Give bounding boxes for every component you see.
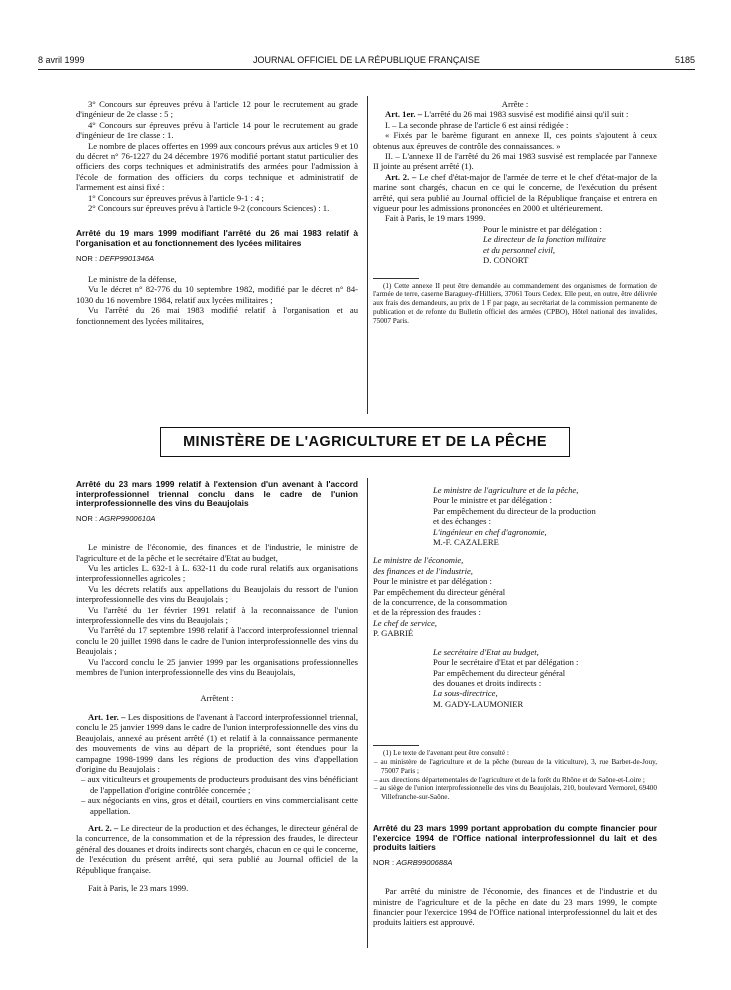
paragraph: Vu l'arrêté du 1er février 1991 relatif à la reconnaissance de l'union interprofessionnelle des vins du Beaujolais ; (76, 604, 358, 626)
right-bottom-column (373, 485, 657, 928)
signature-line: Le directeur de la fonction militaire (483, 234, 606, 245)
signature-line: La sous-directrice, (433, 688, 498, 699)
nor-reference: NOR : AGRP9900610A (76, 513, 156, 523)
footnote-item: – au ministère de l'agriculture et de la pêche (bureau de la viticulture), 3, rue Barbet-de-Jouy, 75007 Paris ; (374, 757, 657, 775)
signature-line: Pour le ministre et par délégation : (373, 576, 492, 587)
footnote-rule (373, 745, 419, 746)
paragraph: Par arrêté du ministre de l'économie, des finances et de l'industrie et du ministre de l'agriculture et de la pêche en date du 23 mars 1999, le compte financier pour l'exercice 1994 de l'Office national interprofessionnel du lait et des produits laitiers est approuvé. (373, 886, 657, 928)
header-date: 8 avril 1999 (38, 55, 85, 65)
left-top-column (76, 99, 358, 326)
arrete-heading: Arrête : (501, 99, 529, 109)
paragraph: Vu le décret n° 82-776 du 10 septembre 1982, modifié par le décret n° 84-1030 du 16 novembre 1984, relatif aux lycées militaires ; (76, 284, 358, 305)
signature-line: Par empêchement du directeur de la production (433, 505, 596, 516)
signature-line: de la concurrence, de la consommation (373, 597, 508, 608)
signature-line: et du personnel civil, (483, 244, 556, 255)
paragraph: Le ministre de l'économie, des finances et de l'industrie, le ministre de l'agriculture et de la pêche et le secrétaire d'Etat au budget, (76, 542, 358, 563)
paragraph: « Fixés par le barème figurant en annexe II, ces points s'ajoutent à ceux obtenus aux épreuves de contrôle des connaissances. » (373, 130, 657, 151)
signature-date: Fait à Paris, le 23 mars 1999. (88, 882, 189, 893)
paragraph: I. – La seconde phrase de l'article 6 est ainsi rédigée : (385, 119, 569, 130)
left-bottom-column (76, 480, 358, 893)
nor-reference: NOR : DEFP9901346A (76, 253, 155, 263)
signature-line: Pour le secrétaire d'Etat et par délégation : (433, 657, 579, 668)
signatory-name: D. CONORT (483, 255, 529, 266)
signature-date: Fait à Paris, le 19 mars 1999. (385, 213, 486, 224)
footnote-item: – aux directions départementales de l'agriculture et de la forêt du Rhône et de Saône-et-Loire ; (374, 775, 645, 784)
signature-line: et des échanges : (433, 516, 491, 527)
ministry-title: MINISTÈRE DE L'AGRICULTURE ET DE LA PÊCHE (183, 434, 547, 450)
article-2: Art. 2. – Le chef d'état-major de l'armée de terre et le chef d'état-major de la marine sont chargés, chacun en ce qui le concerne, de l'exécution du présent arrêté, qui sera publié au Journal officiel de la République française et entrera en vigueur pour les admissions prononcées en 2000 et ultérieurement. (373, 171, 657, 214)
paragraph: Le ministre de la défense, (88, 274, 177, 285)
signature-line: Par empêchement du directeur général (433, 667, 566, 678)
paragraph: Vu l'accord conclu le 25 janvier 1999 par les organisations professionnelles membres de l'union interprofessionnelle des vins du Beaujolais, (76, 656, 358, 678)
paragraph: Vu l'arrêté du 26 mai 1983 modifié relatif à l'organisation et au fonctionnement des lycées militaires, (76, 305, 358, 326)
decree-title: Arrêté du 23 mars 1999 relatif à l'extension d'un avenant à l'accord interprofessionnel triennal conclu dans le cadre de l'union interprofessionnelle des vins du Beaujolais (76, 479, 358, 509)
footnote: (1) Cette annexe II peut être demandée au commandement des organismes de formation de l'armée de terre, caserne Baraguey-d'Hilliers, 37061 Tours Cedex. Elle peut, en outre, être délivrée aux frais des demandeurs, au prix de 1 F par page, au secrétariat de la commission permanente de publication et de refonte du Bulletin officiel des armées (CPBO), Hôtel national des invalides, 75007 Paris. (373, 281, 657, 325)
paragraph: Vu l'arrêté du 17 septembre 1998 relatif à l'accord interprofessionnel triennal conclu le 20 juillet 1998 dans le cadre de l'union interprofessionnelle des vins du Beaujolais ; (76, 625, 358, 657)
signature-line: Par empêchement du directeur général (373, 586, 506, 597)
footnote-rule (373, 278, 419, 279)
arretent-heading: Arrêtent : (200, 693, 234, 704)
paragraph: Vu les articles L. 632-1 à L. 632-11 du code rural relatifs aux organisations interprofessionnelles agricoles ; (76, 563, 358, 584)
article-2: Art. 2. – Le directeur de la production et des échanges, le directeur général de la concurrence, de la consommation et de la répression des fraudes, le directeur général des douanes et droits indirects sont chargés, chacun en ce qui le concerne, de l'exécution du présent arrêté, qui sera publié au Journal officiel de la République française. (76, 822, 358, 875)
signature-line: des douanes et droits indirects : (433, 677, 542, 688)
paragraph: II. – L'annexe II de l'arrêté du 26 mai 1983 susvisé est remplacée par l'annexe II jointe au présent arrêté (1). (373, 151, 657, 172)
signature-line: Pour le ministre et par délégation : (483, 223, 602, 234)
article-1: Art. 1er. – L'arrêté du 26 mai 1983 susvisé est modifié ainsi qu'il suit : (385, 109, 629, 120)
article-1: Art. 1er. – Les dispositions de l'avenant à l'accord interprofessionnel triennal, conclu le 25 janvier 1999 dans le cadre de l'union interprofessionnelle des vins du Beaujolais, annexé au présent arrêté (1) et relatif à la connaissance permanente des mouvements de vins au départ de la propriété, sont étendues pour la campagne 1998-1999 dans les régions de production des vins d'appellation d'origine du Beaujolais : (76, 711, 358, 774)
decree-title: Arrêté du 23 mars 1999 portant approbation du compte financier pour l'exercice 1994 de l'Office national interprofessionnel du lait et des produits laitiers (373, 822, 657, 853)
header-rule (38, 69, 695, 70)
header-page-number: 5185 (674, 55, 695, 65)
paragraph: 4° Concours sur épreuves prévu à l'article 14 pour le recrutement au grade d'ingénieur de 1re classe : 1. (76, 119, 358, 141)
right-top-column (373, 99, 657, 325)
signature-line: Pour le ministre et par délégation : (433, 495, 552, 506)
paragraph: 3° Concours sur épreuves prévu à l'article 12 pour le recrutement au grade d'ingénieur de 2e classe : 5 ; (76, 99, 358, 120)
decree-title: Arrêté du 19 mars 1999 modifiant l'arrêté du 26 mai 1983 relatif à l'organisation et au fonctionnement des lycées militaires (76, 228, 358, 249)
footnote-item: – au siège de l'union interprofessionnelle des vins du Beaujolais, 210, boulevard Vermorel, 69400 Villefranche-sur-Saône. (374, 784, 657, 802)
signature-line: L'ingénieur en chef d'agronomie, (433, 526, 547, 537)
signature-line: Le ministre de l'agriculture et de la pêche, (433, 485, 579, 495)
list-item: – aux viticulteurs et groupements de producteurs produisant des vins bénéficiant de l'appellation d'origine contrôlée concernée ; (81, 774, 358, 795)
page-header (38, 55, 695, 69)
signatory-name: P. GABRIÉ (373, 628, 414, 639)
signatory-name: M.-F. CAZALERE (433, 537, 499, 548)
nor-reference: NOR : AGRB9900688A (373, 857, 453, 867)
paragraph: 2° Concours sur épreuves prévu à l'article 9-2 (concours Sciences) : 1. (88, 203, 330, 214)
header-title: JOURNAL OFFICIEL DE LA RÉPUBLIQUE FRANÇAISE (253, 55, 480, 65)
list-item: – aux négociants en vins, gros et détail, courtiers en vins commercialisant cette appellation. (81, 795, 358, 816)
signature-line: Le secrétaire d'Etat au budget, (433, 646, 539, 657)
paragraph: 1° Concours sur épreuves prévus à l'article 9-1 : 4 ; (88, 192, 264, 203)
paragraph: Le nombre de places offertes en 1999 aux concours prévus aux articles 9 et 10 du décret n° 76-1227 du 24 décembre 1976 modifié portant statut particulier des officiers des corps techniques et administratifs des armées pour l'admission à l'école de formation des officiers du corps technique et administratif de l'armement est ainsi fixé : (76, 140, 358, 193)
signature-line: Le ministre de l'économie, (373, 555, 464, 566)
paragraph: Vu les décrets relatifs aux appellations du Beaujolais du ressort de l'union interprofessionnelle des vins du Beaujolais ; (76, 583, 358, 605)
ministry-banner (160, 427, 570, 457)
signature-line: Le chef de service, (373, 617, 437, 628)
footnote: (1) Le texte de l'avenant peut être consulté : (383, 749, 509, 758)
signatory-name: M. GADY-LAUMONIER (433, 698, 524, 709)
signature-line: des finances et de l'industrie, (373, 565, 473, 576)
column-divider-bottom (367, 478, 368, 948)
signature-line: et de la répression des fraudes : (373, 607, 481, 618)
column-divider-top (367, 96, 368, 414)
